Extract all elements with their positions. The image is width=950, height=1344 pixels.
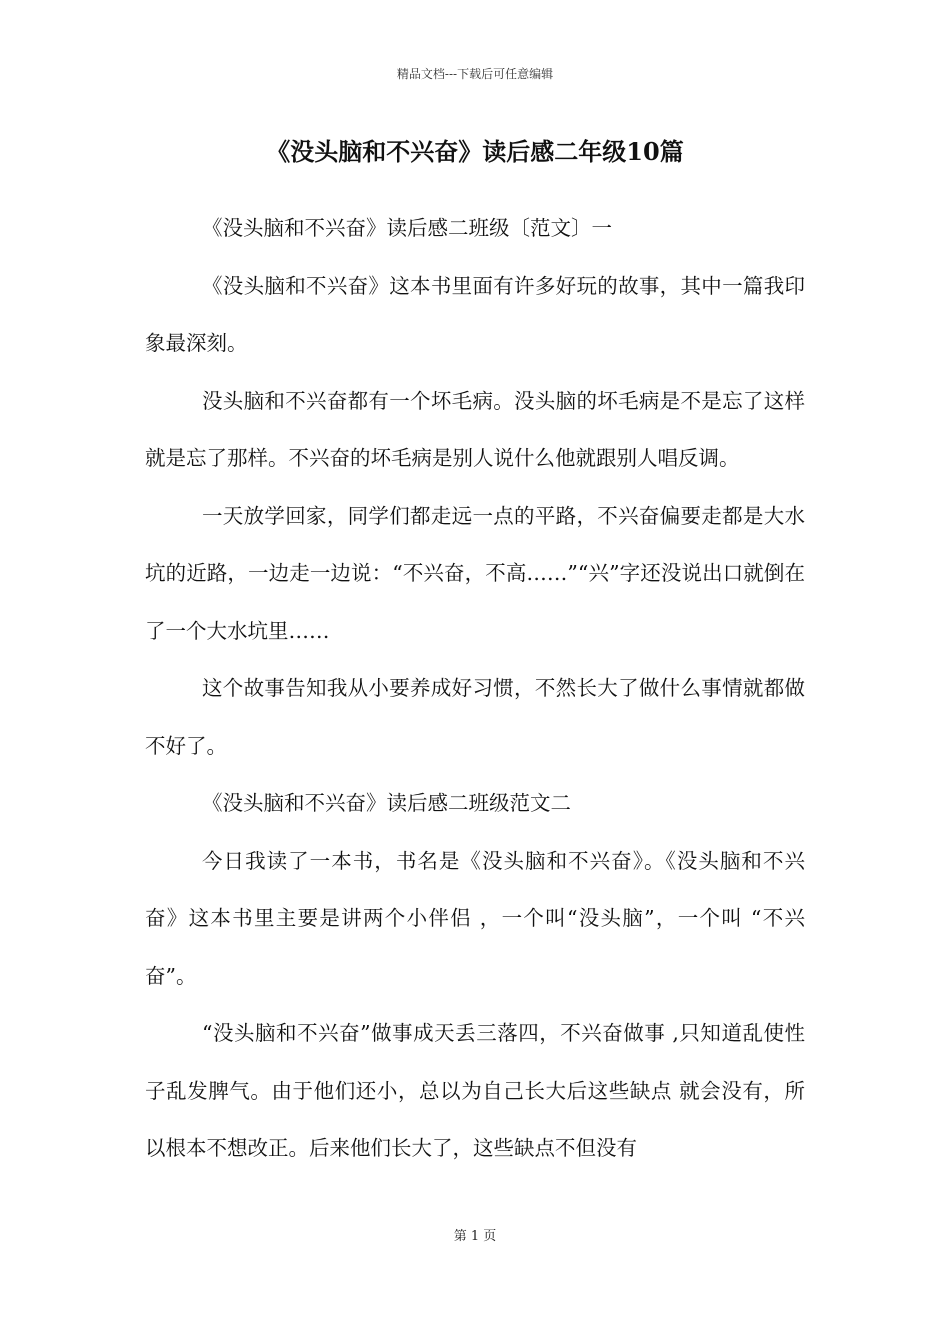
paragraph: 这个故事告知我从小要养成好习惯，不然长大了做什么事情就都做不好了。 — [145, 676, 805, 758]
paragraph-section-heading-1: 《没头脑和不兴奋》读后感二班级〔范文〕一 — [202, 216, 612, 240]
page-header: 精品文档---下载后可任意编辑 — [396, 67, 554, 81]
paragraph: 没头脑和不兴奋都有一个坏毛病。没头脑的坏毛病是不是忘了这样就是忘了那样。不兴奋的坏毛病是别人说什么他就跟别人唱反调。 — [145, 388, 805, 470]
paragraph: “没头脑和不兴奋”做事成天丢三落四，不兴奋做事 ,只知道乱使性子乱发脾气。由于他们还小，总以为自己长大后这些缺点 就会没有，所以根本不想改正。后来他们长大了，这些缺点不但没有 — [145, 1021, 805, 1160]
page-number: 第 1 页 — [453, 1229, 497, 1244]
paragraph: 《没头脑和不兴奋》这本书里面有许多好玩的故事，其中一篇我印象最深刻。 — [145, 273, 805, 355]
document-title: 《没头脑和不兴奋》读后感二年级10篇 — [266, 137, 684, 166]
document-body — [145, 200, 805, 1178]
paragraph: 一天放学回家，同学们都走远一点的平路，不兴奋偏要走都是大水坑的近路，一边走一边说：“不兴奋，不高……”“兴”字还没说出口就倒在了一个大水坑里…… — [145, 503, 805, 643]
paragraph-section-heading-2: 《没头脑和不兴奋》读后感二班级范文二 — [202, 791, 571, 815]
paragraph: 今日我读了一本书，书名是《没头脑和不兴奋》。《没头脑和不兴奋》这本书里主要是讲两个小伴侣 ，一个叫“没头脑”，一个叫 “不兴奋”。 — [145, 848, 805, 988]
